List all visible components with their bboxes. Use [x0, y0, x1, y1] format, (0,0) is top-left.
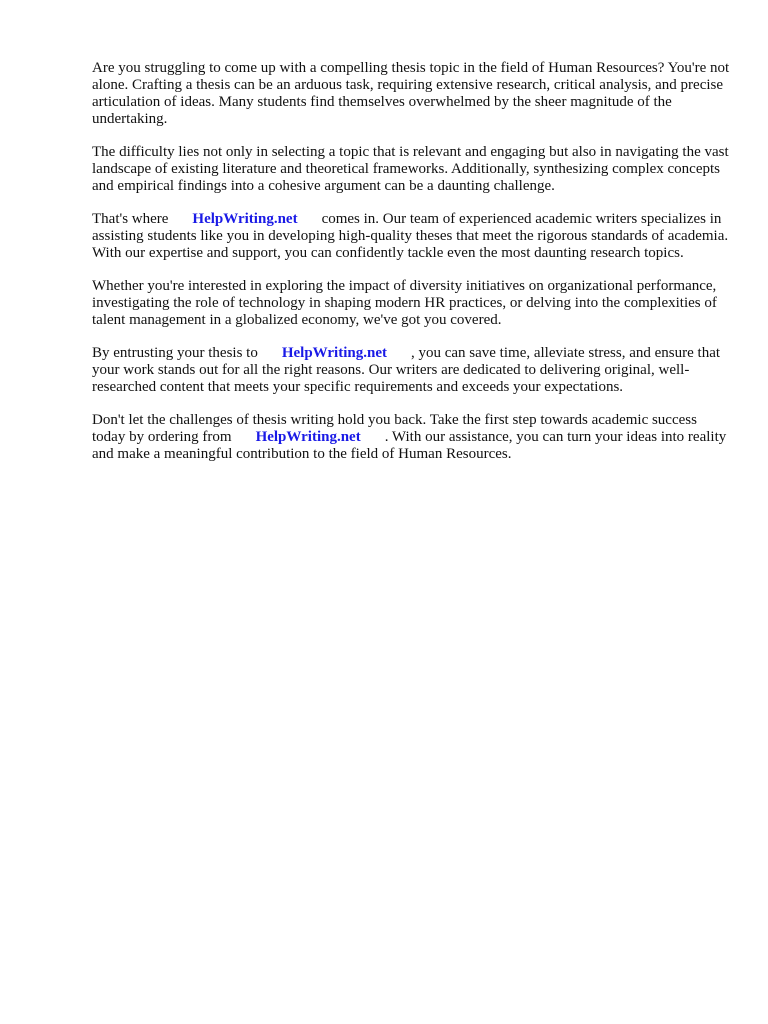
- paragraph-6: [92, 412, 732, 463]
- paragraph-2: [92, 144, 732, 195]
- document-body: [92, 60, 732, 479]
- paragraph-5-after-text: , you can save time, alleviate stress, and ensure that your work stands out for all the right reasons. Our writers are dedicated to delivering original, well-researched content that meets your specific requirements and exceeds your expectations.: [92, 345, 721, 395]
- paragraph-4: [92, 278, 732, 329]
- paragraph-3: [92, 211, 732, 262]
- paragraph-5-before-text: By entrusting your thesis to: [92, 345, 258, 361]
- paragraph-1: [92, 60, 732, 128]
- paragraph-6-after-text: . With our assistance, you can turn your ideas into reality and make a meaningful contribution to the field of Human Resources.: [92, 429, 727, 462]
- helpwriting-link-2[interactable]: HelpWriting.net: [281, 345, 387, 361]
- paragraph-3-after-text: comes in. Our team of experienced academic writers specializes in assisting students like you in developing high-quality theses that meet the rigorous standards of academia. With our expertise and support, you can confidently tackle even the most daunting research topics.: [92, 211, 729, 261]
- paragraph-4-text: Whether you're interested in exploring the impact of diversity initiatives on organizational performance, investigating the role of technology in shaping modern HR practices, or delving into the complexities of talent management in a globalized economy, we've got you covered.: [92, 278, 717, 328]
- helpwriting-link-3[interactable]: HelpWriting.net: [255, 429, 361, 445]
- paragraph-3-before-text: That's where: [92, 211, 169, 227]
- helpwriting-link-1[interactable]: HelpWriting.net: [192, 211, 298, 227]
- paragraph-6-before-text: Don't let the challenges of thesis writing hold you back. Take the first step towards academic success today by ordering from: [92, 412, 697, 445]
- paragraph-5: [92, 345, 732, 396]
- paragraph-1-text: Are you struggling to come up with a compelling thesis topic in the field of Human Resources? You're not alone. Crafting a thesis can be an arduous task, requiring extensive research, critical analysis, and precise articulation of ideas. Many students find themselves overwhelmed by the sheer magnitude of the undertaking.: [92, 60, 730, 127]
- paragraph-2-text: The difficulty lies not only in selecting a topic that is relevant and engaging but also in navigating the vast landscape of existing literature and theoretical frameworks. Additionally, synthesizing complex concepts and empirical findings into a cohesive argument can be a daunting challenge.: [92, 144, 729, 194]
